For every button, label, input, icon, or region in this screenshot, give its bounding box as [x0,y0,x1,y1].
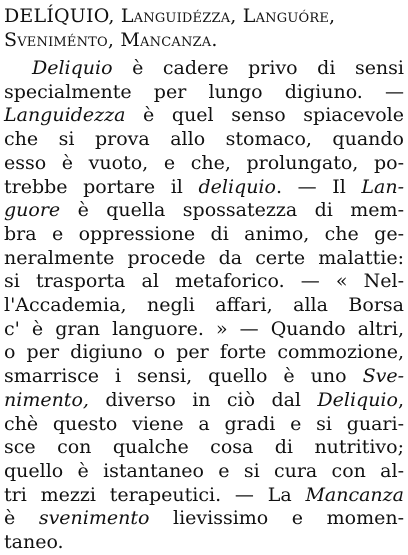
text-line-tail: diverso in ciò dal [88,388,318,411]
text-line: neralmente procede da certe malattie: [4,246,404,269]
text-line-head: smarrisce i sensi, quello è uno [4,365,363,388]
text-line [4,365,404,389]
text-line: taneo. [4,531,64,554]
text-line: sce con qualche cosa di nutritivo; [4,436,404,459]
headword-line-2: Sveniménto, Mancanza. [4,29,218,51]
text-line [4,389,404,413]
text-line-italic: Deliquio [32,57,113,79]
text-line [4,484,404,508]
text-line-italic: guore [4,199,61,222]
text-line [4,199,404,223]
text-line: bra e oppressione di animo, che ge- [4,222,404,245]
text-line: chè questo viene a gradi e si guari- [4,412,404,435]
text-line: o per digiuno o per forte commozione, [4,341,404,364]
text-line: che si prova allo stomaco, quando [4,128,404,151]
entry-body [4,57,404,555]
text-line [4,176,404,200]
text-line-italic: nimento, [4,388,89,411]
text-line-tail: è quella spossatezza di mem- [60,199,404,222]
text-line-tail: è quel senso spiacevole [125,104,404,127]
text-line [4,57,404,81]
text-line: l'Accademia, negli affari, alla Borsa [4,294,404,317]
text-line [4,104,404,128]
text-line-tail: . — Il [275,175,362,198]
entry-heading [4,4,404,52]
text-line-head: è [4,507,39,530]
text-line-italic: deliquio [198,175,276,198]
text-line: esso è vuoto, e che, prolungato, po- [4,151,404,174]
text-line: c' è gran languore. » — Quando altri, [4,317,404,340]
text-line: si trasporta al metaforico. — « Nel- [4,270,404,293]
text-line: quello è istantaneo e si cura con al- [4,459,404,482]
text-line-italic: Languidezza [4,104,126,127]
text-line-tail: lievissimo e momen- [149,507,404,530]
text-line: specialmente per lungo digiuno. — [4,80,404,103]
text-line-tail: è cadere privo di sensi [112,57,404,79]
text-line-italic: Mancanza [305,483,404,506]
text-line [4,507,404,531]
text-line-italic: Lan- [361,175,404,198]
text-line-tail: , [397,388,404,411]
text-line-italic: svenimento [38,507,150,530]
text-line-head: trebbe portare il [4,175,199,198]
text-line-head: tri mezzi terapeutici. — La [4,483,306,506]
headword-line-1: DELÍQUIO, Languidézza, Languóre, [4,5,336,27]
text-line-italic: Sve- [362,365,404,388]
text-line-italic: Deliquio [317,388,398,411]
